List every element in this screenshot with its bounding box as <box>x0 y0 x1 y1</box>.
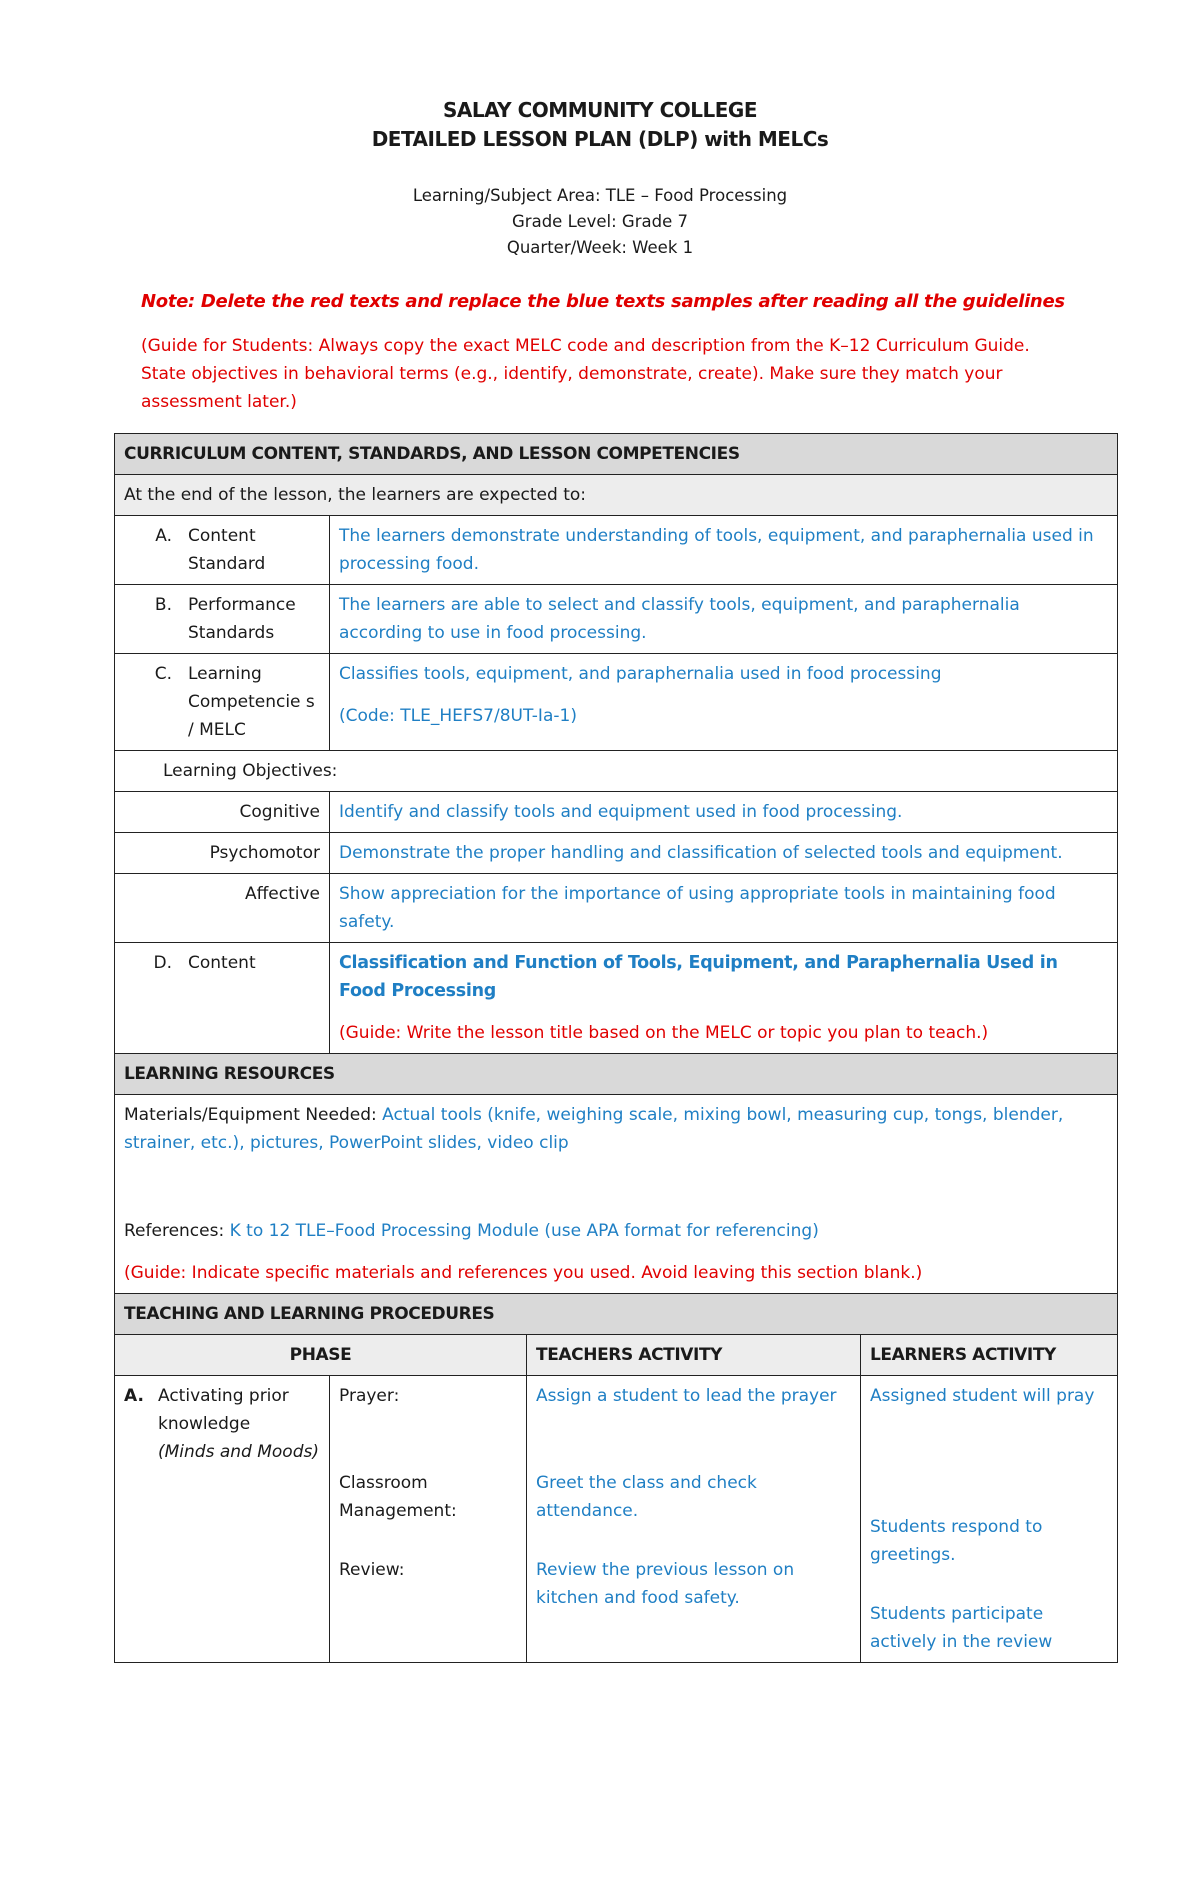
college-name: SALAY COMMUNITY COLLEGE <box>442 98 758 122</box>
learner-activity: Assigned student will pray <box>870 1386 1095 1406</box>
phase-a-sub: (Minds and Moods) <box>158 1442 319 1462</box>
item-letter: C. <box>154 664 172 684</box>
performance-standards-label: Performance Standards <box>188 595 296 643</box>
learning-objectives-label: Learning Objectives: <box>163 761 338 781</box>
curriculum-intro-row <box>115 475 1118 516</box>
references-label: References: <box>124 1221 230 1241</box>
curriculum-heading-row <box>115 434 1118 475</box>
student-guide <box>141 332 1071 416</box>
lesson-title: Classification and Function of Tools, Equipment, and Paraphernalia Used in Food Processing <box>339 953 1058 1001</box>
step-name: Prayer: <box>339 1386 400 1406</box>
references-line <box>124 1217 1108 1245</box>
competency-description: Classifies tools, equipment, and paraphernalia used in food processing <box>339 664 942 684</box>
student-guide-line: State objectives in behavioral terms (e.g., identify, demonstrate, create). Make sure they match your <box>141 364 1003 384</box>
objective-value: Demonstrate the proper handling and classification of selected tools and equipment. <box>330 833 1118 874</box>
teacher-activity: Greet the class and check attendance. <box>536 1473 757 1521</box>
objective-row-cognitive <box>115 792 1118 833</box>
grade-level: Grade Level: Grade 7 <box>512 212 688 231</box>
content-standard-label-cell <box>115 516 330 585</box>
step-name: Review: <box>339 1560 405 1580</box>
objective-value: Identify and classify tools and equipment used in food processing. <box>330 792 1118 833</box>
content-standard-value: The learners demonstrate understanding of tools, equipment, and paraphernalia used in processing food. <box>330 516 1118 585</box>
learners-activity-header: LEARNERS ACTIVITY <box>861 1335 1118 1376</box>
resources-cell <box>115 1095 1118 1294</box>
teachers-activity-header: TEACHERS ACTIVITY <box>527 1335 861 1376</box>
procedures-columns-row <box>115 1335 1118 1376</box>
performance-standards-value: The learners are able to select and classify tools, equipment, and paraphernalia according to use in food processing. <box>330 585 1118 654</box>
competencies-value-cell <box>330 654 1118 751</box>
teacher-activity: Assign a student to lead the prayer <box>536 1386 837 1406</box>
content-label: Content <box>188 953 256 973</box>
content-row <box>115 943 1118 1054</box>
red-note: Note: Delete the red texts and replace the blue texts samples after reading all the guidelines <box>141 291 1065 312</box>
item-letter: A. <box>155 526 172 546</box>
phase-column-header: PHASE <box>115 1335 527 1376</box>
procedures-heading-row <box>115 1294 1118 1335</box>
teacher-activities-cell <box>527 1376 861 1663</box>
resources-guide: (Guide: Indicate specific materials and references you used. Avoid leaving this section blank.) <box>124 1263 923 1283</box>
competencies-label-cell <box>115 654 330 751</box>
item-letter: B. <box>154 595 172 615</box>
melc-code: (Code: TLE_HEFS7/8UT-Ia-1) <box>339 706 577 726</box>
resources-heading-row <box>115 1054 1118 1095</box>
learner-activities-cell <box>861 1376 1118 1663</box>
objective-label: Psychomotor <box>115 833 330 874</box>
student-guide-line: (Guide for Students: Always copy the exact MELC code and description from the K–12 Curriculum Guide. <box>141 336 1030 356</box>
phase-a-cell <box>115 1376 330 1663</box>
resources-heading: LEARNING RESOURCES <box>115 1054 1118 1095</box>
objectives-label-cell <box>115 751 1118 792</box>
references-value: K to 12 TLE–Food Processing Module (use APA format for referencing) <box>229 1221 819 1241</box>
objectives-label-row <box>115 751 1118 792</box>
competencies-row <box>115 654 1118 751</box>
quarter-week: Quarter/Week: Week 1 <box>506 238 694 257</box>
content-value-cell <box>330 943 1118 1054</box>
learner-activity: Students participate actively in the review <box>870 1604 1053 1652</box>
item-letter: D. <box>153 953 172 973</box>
procedures-heading: TEACHING AND LEARNING PROCEDURES <box>115 1294 1118 1335</box>
objective-row-affective <box>115 874 1118 943</box>
phase-a-steps-cell <box>330 1376 527 1663</box>
objective-row-psychomotor <box>115 833 1118 874</box>
phase-letter: A. <box>124 1386 144 1406</box>
curriculum-intro: At the end of the lesson, the learners are expected to: <box>115 475 1118 516</box>
student-guide-line: assessment later.) <box>141 392 297 412</box>
subject-area: Learning/Subject Area: TLE – Food Processing <box>412 186 788 205</box>
document-title: DETAILED LESSON PLAN (DLP) with MELCs <box>371 127 829 151</box>
lesson-plan-table <box>114 433 1118 1663</box>
learner-activity: Students respond to greetings. <box>870 1517 1043 1565</box>
phase-a-row <box>115 1376 1118 1663</box>
objective-label: Cognitive <box>115 792 330 833</box>
teacher-activity: Review the previous lesson on kitchen and food safety. <box>536 1560 795 1608</box>
resources-row <box>115 1095 1118 1294</box>
content-standard-row <box>115 516 1118 585</box>
competencies-label: Learning Competencie s / MELC <box>188 664 315 740</box>
lesson-title-guide: (Guide: Write the lesson title based on the MELC or topic you plan to teach.) <box>339 1023 989 1043</box>
objective-value: Show appreciation for the importance of using appropriate tools in maintaining food safety. <box>330 874 1118 943</box>
materials-value: Actual tools (knife, weighing scale, mixing bowl, measuring cup, tongs, blender, strainer, etc.), pictures, PowerPoint slides, video clip <box>124 1105 1064 1153</box>
content-label-cell <box>115 943 330 1054</box>
performance-standards-label-cell <box>115 585 330 654</box>
phase-a-label: Activating prior knowledge <box>158 1386 289 1434</box>
performance-standards-row <box>115 585 1118 654</box>
materials-label: Materials/Equipment Needed: <box>124 1105 383 1125</box>
curriculum-heading: CURRICULUM CONTENT, STANDARDS, AND LESSON COMPETENCIES <box>115 434 1118 475</box>
content-standard-label: Content Standard <box>188 526 266 574</box>
step-name: Classroom Management: <box>339 1473 457 1521</box>
materials-line <box>124 1101 1108 1157</box>
objective-label: Affective <box>115 874 330 943</box>
